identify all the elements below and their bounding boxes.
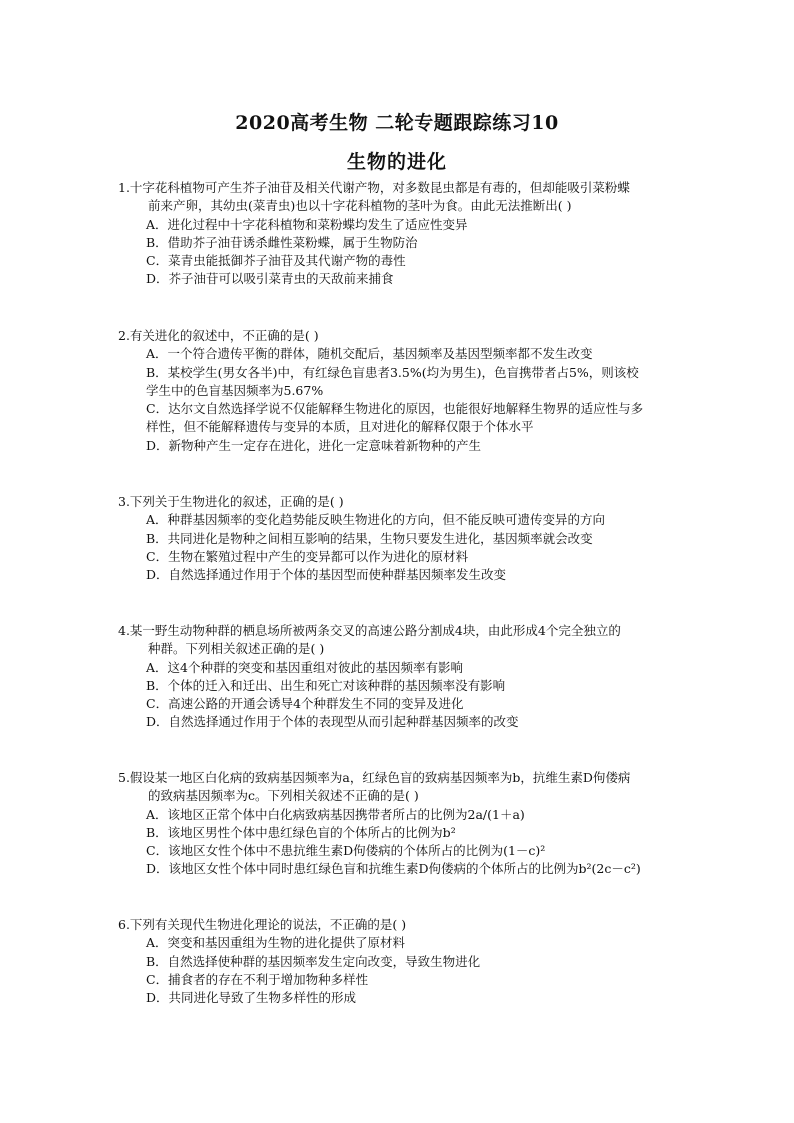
question-6-stem: 6.下列有关现代生物进化理论的说法，不正确的是( ) bbox=[118, 917, 407, 932]
question-2 bbox=[118, 327, 708, 455]
page-subtitle: 生物的进化 bbox=[346, 151, 447, 173]
question-1-option-c: C．菜青虫能抵御芥子油苷及其代谢产物的毒性 bbox=[146, 253, 406, 269]
question-1-stem: 1.十字花科植物可产生芥子油苷及相关代谢产物，对多数昆虫都是有毒的，但却能吸引菜粉蝶 bbox=[118, 180, 630, 195]
question-3 bbox=[118, 493, 708, 584]
page-title: 2020高考生物 二轮专题跟踪练习10 bbox=[235, 112, 559, 134]
question-6-option-c: C．捕食者的存在不利于增加物种多样性 bbox=[146, 971, 369, 987]
question-3-stem: 3.下列关于生物进化的叙述，正确的是( ) bbox=[118, 494, 344, 509]
question-3-option-b: B．共同进化是物种之间相互影响的结果，生物只要发生进化，基因频率就会改变 bbox=[146, 530, 593, 546]
question-2-option-c: C．达尔文自然选择学说不仅能解释生物进化的原因，也能很好地解释生物界的适应性与多 bbox=[146, 401, 644, 417]
question-1-option-b: B．借助芥子油苷诱杀雌性菜粉蝶，属于生物防治 bbox=[146, 234, 418, 250]
question-3-option-d: D．自然选择通过作用于个体的基因型而使种群基因频率发生改变 bbox=[146, 567, 507, 583]
question-6 bbox=[118, 916, 708, 1007]
question-2-option-d: D．新物种产生一定存在进化，进化一定意味着新物种的产生 bbox=[146, 437, 482, 453]
question-1-option-a: A．进化过程中十字花科植物和菜粉蝶均发生了适应性变异 bbox=[146, 216, 468, 232]
question-5-option-d: D．该地区女性个体中同时患红绿色盲和抗维生素D佝偻病的个体所占的比例为b²(2c－c²) bbox=[146, 861, 641, 877]
question-4-stem: 4.某一野生动物种群的栖息场所被两条交叉的高速公路分割成4块，由此形成4个完全独立的 bbox=[118, 623, 621, 638]
question-5-option-b: B．该地区男性个体中患红绿色盲的个体所占的比例为b² bbox=[146, 824, 456, 840]
question-3-option-c: C．生物在繁殖过程中产生的变异都可以作为进化的原材料 bbox=[146, 548, 469, 564]
question-2-option-b-cont: 学生中的色盲基因频率为5.67% bbox=[146, 382, 324, 398]
question-6-option-d: D．共同进化导致了生物多样性的形成 bbox=[146, 990, 357, 1006]
question-6-option-b: B．自然选择使种群的基因频率发生定向改变，导致生物进化 bbox=[146, 953, 481, 969]
question-5-option-c: C．该地区女性个体中不患抗维生素D佝偻病的个体所占的比例为(1－c)² bbox=[146, 843, 546, 859]
question-1-option-d: D．芥子油苷可以吸引菜青虫的天敌前来捕食 bbox=[146, 271, 394, 287]
question-2-option-c-cont: 样性，但不能解释遗传与变异的本质，且对进化的解释仅限于个体水平 bbox=[146, 419, 534, 435]
question-3-option-a: A．种群基因频率的变化趋势能反映生物进化的方向，但不能反映可遗传变异的方向 bbox=[146, 512, 606, 528]
question-4-option-d: D．自然选择通过作用于个体的表现型从而引起种群基因频率的改变 bbox=[146, 714, 519, 730]
question-4 bbox=[118, 622, 708, 732]
question-2-stem: 2.有关进化的叙述中，不正确的是( ) bbox=[118, 328, 319, 343]
question-5-option-a: A．该地区正常个体中白化病致病基因携带者所占的比例为2a/(1＋a) bbox=[146, 806, 525, 822]
question-6-option-a: A．突变和基因重组为生物的进化提供了原材料 bbox=[146, 935, 406, 951]
question-2-option-a: A．一个符合遗传平衡的群体，随机交配后，基因频率及基因型频率都不发生改变 bbox=[146, 346, 593, 362]
question-1-stem-cont: 前来产卵，其幼虫(菜青虫)也以十字花科植物的茎叶为食。由此无法推断出( ) bbox=[148, 198, 572, 214]
question-2-option-b: B．某校学生(男女各半)中，有红绿色盲患者3.5%(均为男生)，色盲携带者占5%，则该校 bbox=[146, 364, 639, 380]
question-1 bbox=[118, 179, 708, 289]
question-4-stem-cont: 种群。下列相关叙述正确的是( ) bbox=[148, 641, 325, 657]
question-4-option-b: B．个体的迁入和迁出、出生和死亡对该种群的基因频率没有影响 bbox=[146, 677, 506, 693]
question-5-stem: 5.假设某一地区白化病的致病基因频率为a，红绿色盲的致病基因频率为b，抗维生素D佝偻病 bbox=[118, 770, 631, 785]
question-4-option-a: A．这4个种群的突变和基因重组对彼此的基因频率有影响 bbox=[146, 659, 463, 675]
question-4-option-c: C．高速公路的开通会诱导4个种群发生不同的变异及进化 bbox=[146, 696, 464, 712]
question-5-stem-cont: 的致病基因频率为c。下列相关叙述不正确的是( ) bbox=[148, 788, 419, 804]
question-5 bbox=[118, 769, 708, 879]
